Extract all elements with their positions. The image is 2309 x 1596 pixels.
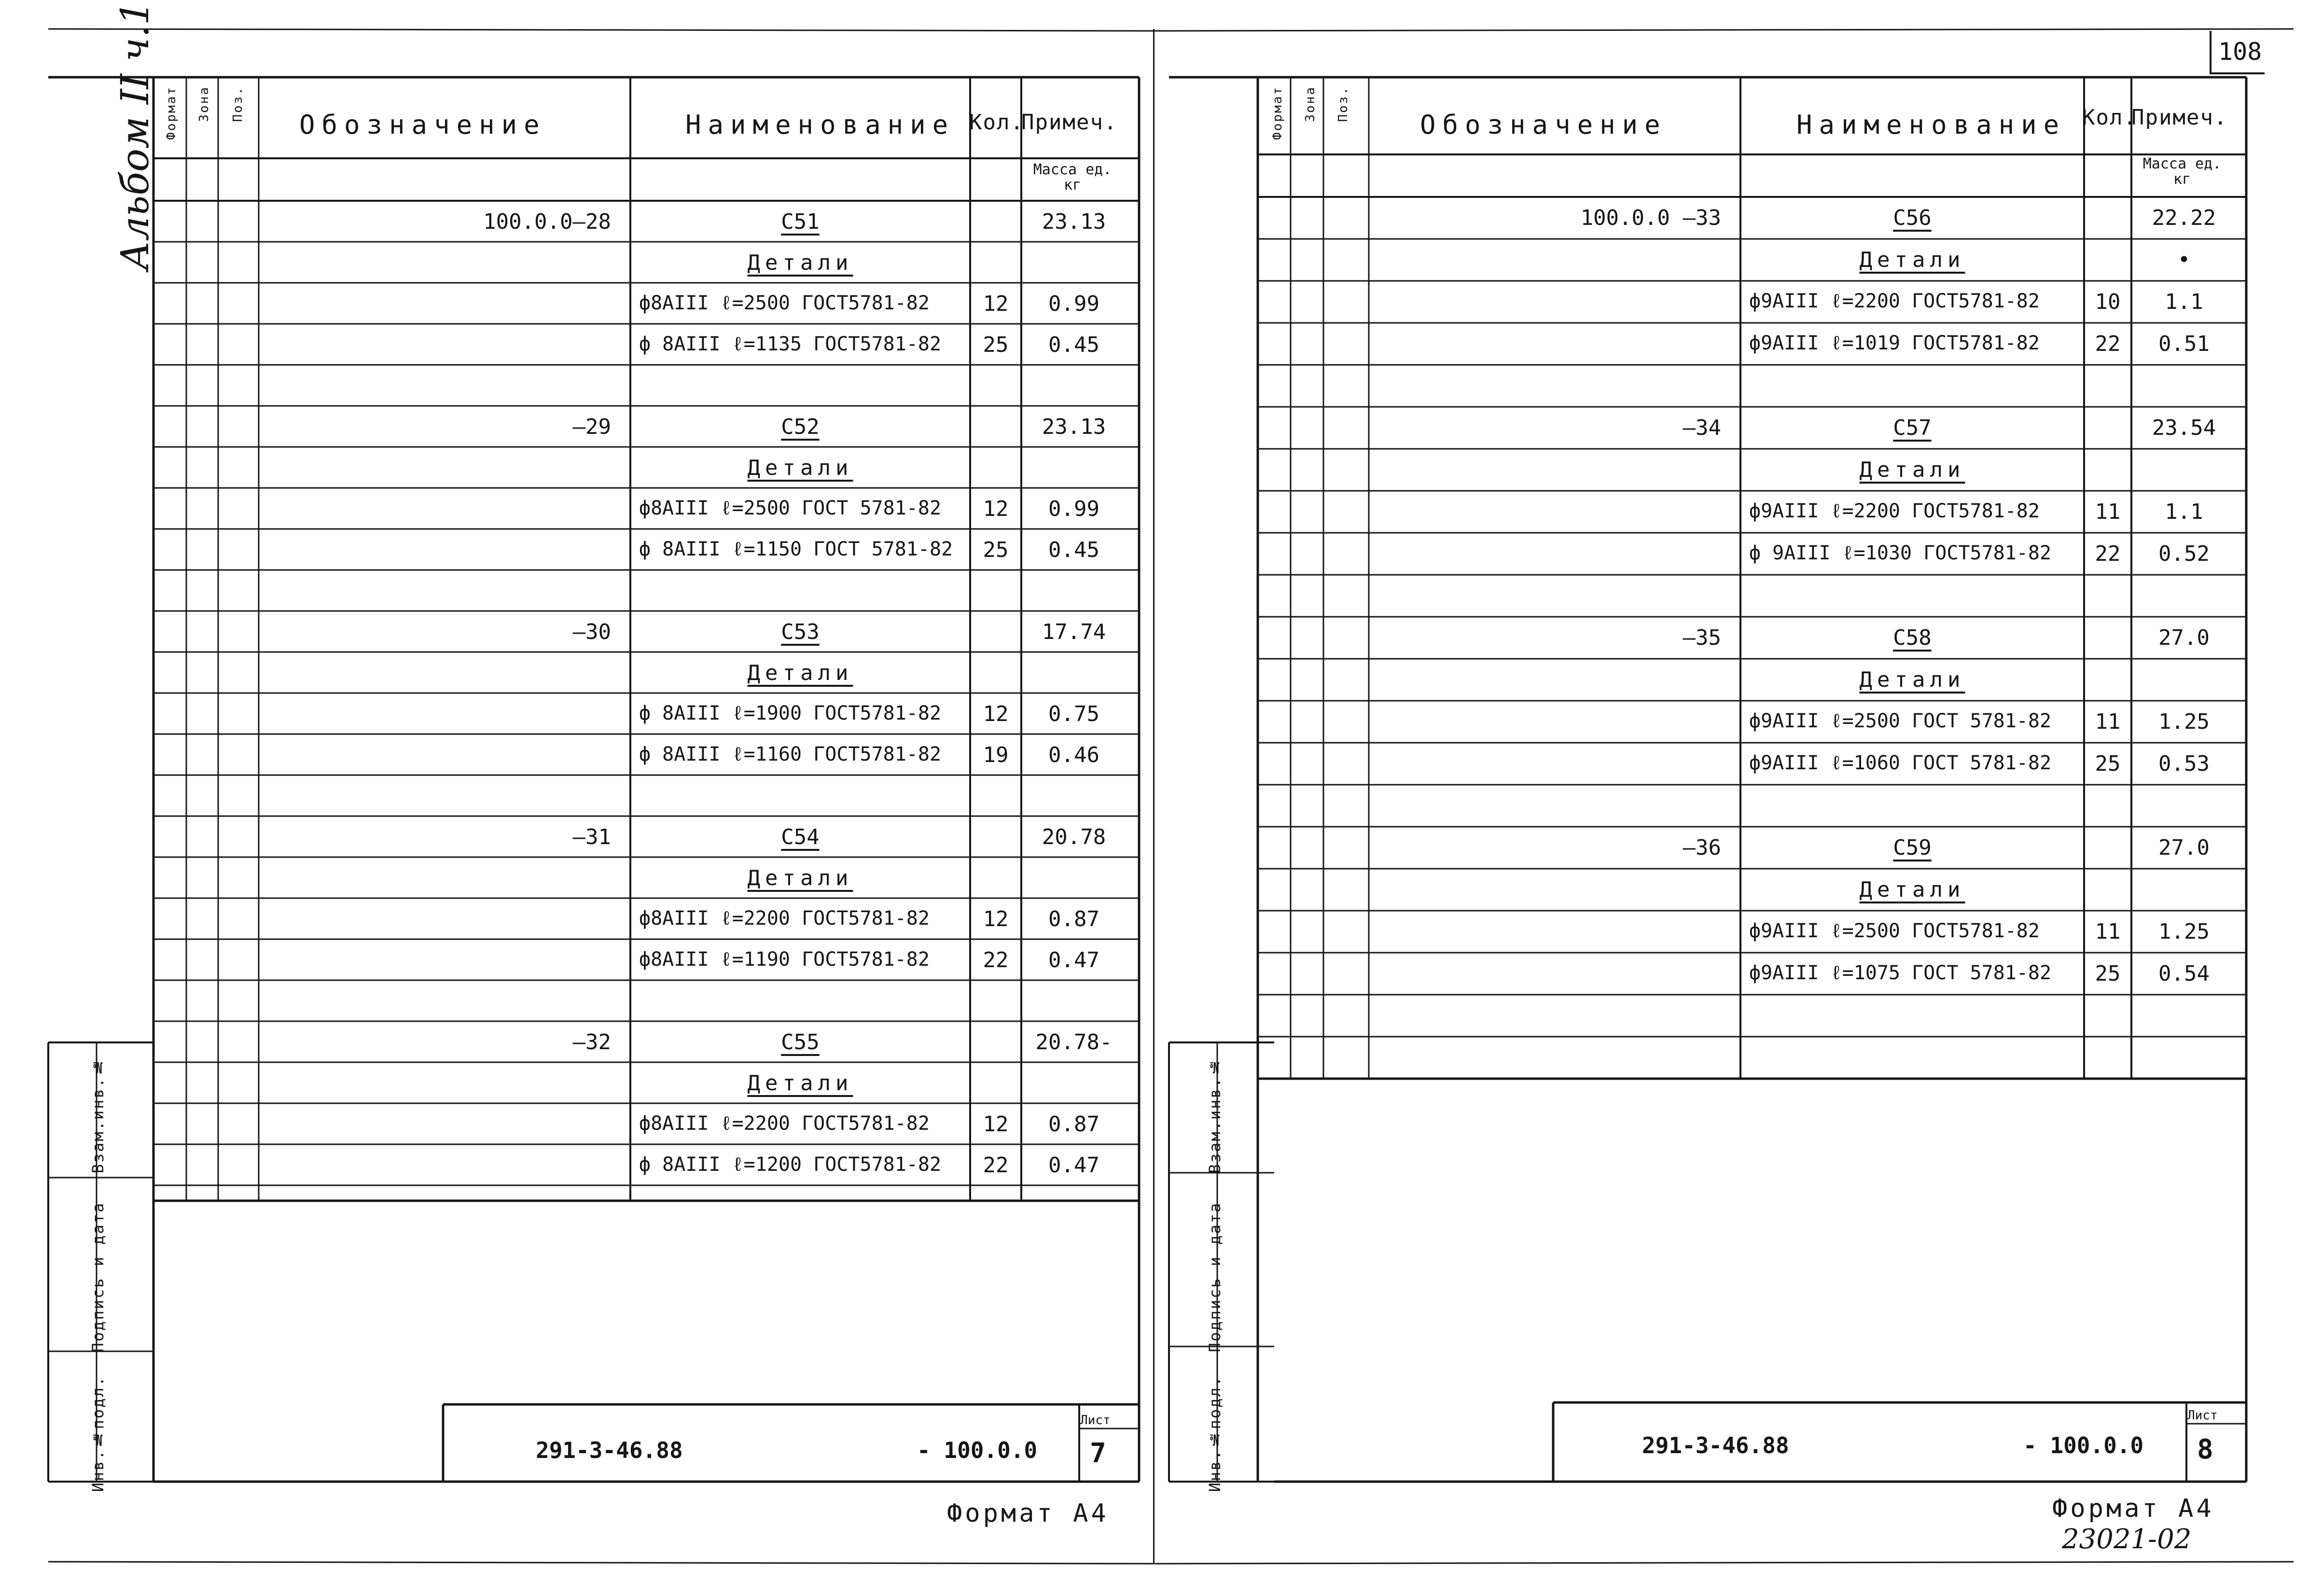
row-designation: —36 — [1683, 835, 1721, 860]
row-quantity: 12 — [983, 1112, 1009, 1137]
header-note: Примеч. — [1021, 110, 1118, 135]
row-quantity: 22 — [2095, 541, 2121, 566]
sheet-left-frame — [0, 0, 1154, 1596]
row-designation: —32 — [572, 1030, 611, 1055]
row-part-name: ф9АIII ℓ=2500 ГОСТ 5781-82 — [1749, 710, 2052, 732]
doc-suffix-left: - 100.0.0 — [917, 1437, 1038, 1463]
row-mass: 1.25 — [2158, 919, 2210, 944]
top-page-number: 108 — [2218, 38, 2262, 66]
row-mass: 27.0 — [2158, 835, 2210, 860]
header-format: Формат — [164, 86, 179, 140]
row-quantity: 12 — [983, 907, 1009, 931]
spec-sheet-left — [0, 0, 1154, 1596]
row-section-heading: Детали — [1859, 248, 1965, 272]
row-section-heading: Детали — [747, 661, 853, 685]
row-section-heading: Детали — [747, 456, 853, 480]
sheet-number-left: 7 — [1090, 1438, 1106, 1469]
doc-code-right: 291-3-46.88 — [1642, 1432, 1789, 1458]
row-part-name: ф 8АIII ℓ=1900 ГОСТ5781-82 — [639, 702, 942, 724]
row-quantity: 12 — [983, 497, 1009, 521]
row-mass: 0.52 — [2158, 541, 2210, 566]
row-designation: 100.0.0 —33 — [1580, 206, 1721, 230]
header-zone: Зона — [197, 86, 211, 122]
row-mass: 20.78- — [1035, 1030, 1113, 1055]
row-part-name: ф9АIII ℓ=1060 ГОСТ 5781-82 — [1749, 752, 2052, 774]
row-mass: 0.47 — [1048, 948, 1099, 972]
row-part-name: ф9АIII ℓ=2200 ГОСТ5781-82 — [1749, 500, 2040, 522]
row-assembly-name: С59 — [1893, 835, 1932, 860]
row-quantity: 11 — [2095, 709, 2121, 734]
row-quantity: 22 — [983, 948, 1009, 972]
row-mass: • — [2177, 248, 2191, 272]
row-section-heading: Детали — [747, 1071, 853, 1096]
row-quantity: 22 — [983, 1153, 1009, 1178]
row-designation: 100.0.0—28 — [483, 209, 611, 234]
row-section-heading: Детали — [1859, 458, 1965, 482]
header-qty: Кол. — [969, 110, 1024, 135]
row-quantity: 22 — [2095, 332, 2121, 356]
row-part-name: ф8АIII ℓ=2200 ГОСТ5781-82 — [639, 907, 930, 930]
row-designation: —30 — [572, 620, 611, 644]
sheet-right-frame — [1154, 0, 2309, 1596]
row-mass: 1.1 — [2165, 290, 2203, 314]
doc-code-left: 291-3-46.88 — [536, 1437, 683, 1463]
side-label-replace-inv: Взам.инв.№ — [89, 1057, 107, 1174]
row-mass: 17.74 — [1042, 620, 1106, 644]
row-mass: 0.45 — [1048, 333, 1099, 357]
row-quantity: 25 — [983, 538, 1009, 562]
row-quantity: 12 — [983, 702, 1009, 726]
header-mass-unit: Масса ед. кг — [1033, 161, 1112, 194]
row-assembly-name: С58 — [1893, 625, 1932, 650]
row-quantity: 11 — [2095, 919, 2121, 944]
row-mass: 0.54 — [2158, 961, 2210, 986]
header-designation: Обозначение — [299, 110, 546, 140]
side-label-inv-orig: Инв.№подл. — [1206, 1375, 1224, 1492]
row-section-heading: Детали — [747, 250, 853, 275]
side-label-inv-orig: Инв.№подл. — [89, 1375, 107, 1492]
header-qty: Кол. — [2082, 105, 2137, 130]
side-label-sign-date: Подпись и дата — [89, 1202, 107, 1352]
header-designation: Обозначение — [1420, 110, 1667, 140]
row-assembly-name: С57 — [1893, 416, 1932, 440]
row-section-heading: Детали — [1859, 877, 1965, 902]
side-label-replace-inv: Взам.инв.№ — [1206, 1057, 1224, 1174]
row-part-name: ф8АIII ℓ=2500 ГОСТ5781-82 — [639, 292, 930, 314]
row-assembly-name: С51 — [781, 209, 820, 234]
spec-sheet-right — [1154, 0, 2309, 1596]
row-mass: 22.22 — [2152, 206, 2216, 230]
album-label: Альбом II ч.1 — [112, 0, 157, 270]
side-label-sign-date: Подпись и дата — [1206, 1202, 1224, 1352]
header-name: Наименование — [1796, 110, 2066, 140]
row-quantity: 25 — [2095, 961, 2121, 986]
row-mass: 0.47 — [1048, 1153, 1099, 1178]
row-mass: 0.45 — [1048, 538, 1099, 562]
sheet-label-right: Лист — [2187, 1408, 2218, 1423]
row-quantity: 25 — [2095, 751, 2121, 776]
grid-line — [48, 1562, 1154, 1564]
row-mass: 0.46 — [1048, 743, 1099, 767]
row-part-name: ф8АIII ℓ=2200 ГОСТ5781-82 — [639, 1112, 930, 1135]
row-mass: 0.87 — [1048, 907, 1099, 931]
row-mass: 0.87 — [1048, 1112, 1099, 1137]
grid-line — [48, 29, 1154, 31]
row-mass: 23.54 — [2152, 416, 2216, 440]
row-mass: 0.75 — [1048, 702, 1099, 726]
archive-number: 23021-02 — [2062, 1524, 2192, 1555]
header-pos: Поз. — [1336, 86, 1350, 122]
row-part-name: ф9АIII ℓ=2500 ГОСТ5781-82 — [1749, 920, 2040, 942]
row-part-name: ф9АIII ℓ=1075 ГОСТ 5781-82 — [1749, 962, 2052, 984]
row-mass: 0.53 — [2158, 751, 2210, 776]
row-mass: 23.13 — [1042, 415, 1106, 439]
row-mass: 1.1 — [2165, 500, 2203, 524]
sheet-label-left: Лист — [1080, 1413, 1111, 1428]
row-quantity: 19 — [983, 743, 1009, 767]
row-part-name: ф 8АIII ℓ=1135 ГОСТ5781-82 — [639, 333, 942, 355]
row-part-name: ф 8АIII ℓ=1200 ГОСТ5781-82 — [639, 1153, 942, 1176]
row-assembly-name: С53 — [781, 620, 820, 644]
row-part-name: ф 9АIII ℓ=1030 ГОСТ5781-82 — [1749, 542, 2052, 564]
row-assembly-name: С52 — [781, 415, 820, 439]
row-quantity: 11 — [2095, 500, 2121, 524]
row-mass: 20.78 — [1042, 825, 1106, 849]
row-part-name: ф8АIII ℓ=1190 ГОСТ5781-82 — [639, 948, 930, 971]
row-section-heading: Детали — [747, 866, 853, 890]
row-assembly-name: С54 — [781, 825, 820, 849]
row-mass: 27.0 — [2158, 625, 2210, 650]
row-designation: —31 — [572, 825, 611, 849]
row-part-name: ф8АIII ℓ=2500 ГОСТ 5781-82 — [639, 497, 942, 519]
row-part-name: ф 8АIII ℓ=1150 ГОСТ 5781-82 — [639, 538, 953, 560]
row-mass: 23.13 — [1042, 209, 1106, 234]
row-assembly-name: С55 — [781, 1030, 820, 1055]
row-assembly-name: С56 — [1893, 206, 1932, 230]
row-designation: —35 — [1683, 625, 1721, 650]
row-mass: 1.25 — [2158, 709, 2210, 734]
row-mass: 0.99 — [1048, 291, 1099, 316]
row-quantity: 25 — [983, 333, 1009, 357]
row-designation: —29 — [572, 415, 611, 439]
row-mass: 0.99 — [1048, 497, 1099, 521]
header-pos: Поз. — [231, 86, 245, 122]
row-part-name: ф9АIII ℓ=1019 ГОСТ5781-82 — [1749, 332, 2040, 354]
sheet-number-right: 8 — [2197, 1434, 2213, 1465]
header-zone: Зона — [1303, 86, 1318, 122]
row-quantity: 10 — [2095, 290, 2121, 314]
row-part-name: ф9АIII ℓ=2200 ГОСТ5781-82 — [1749, 290, 2040, 312]
header-note: Примеч. — [2131, 105, 2228, 130]
grid-line — [1154, 1562, 2294, 1564]
format-label-left: Формат А4 — [947, 1499, 1109, 1528]
row-mass: 0.51 — [2158, 332, 2210, 356]
row-quantity: 12 — [983, 291, 1009, 316]
header-mass-unit: Масса ед. кг — [2142, 155, 2222, 188]
grid-line — [1154, 29, 2294, 31]
header-name: Наименование — [685, 110, 955, 140]
row-section-heading: Детали — [1859, 667, 1965, 692]
row-designation: —34 — [1683, 416, 1721, 440]
format-label-right: Формат А4 — [2052, 1494, 2214, 1523]
doc-suffix-right: - 100.0.0 — [2023, 1432, 2144, 1458]
row-part-name: ф 8АIII ℓ=1160 ГОСТ5781-82 — [639, 743, 942, 765]
header-format: Формат — [1270, 86, 1285, 140]
